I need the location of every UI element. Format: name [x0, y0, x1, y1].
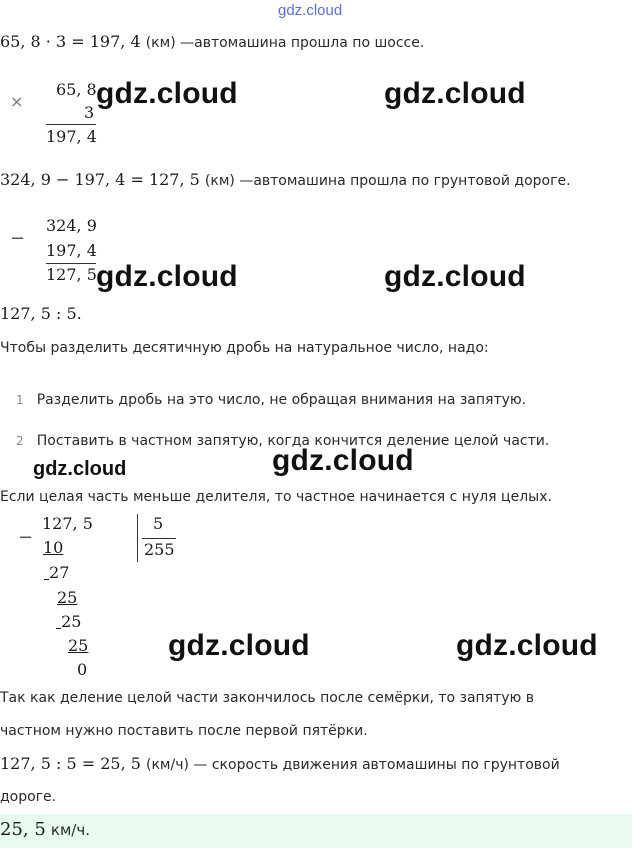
equation-math: 65, 8 · 3 = 197, 4: [0, 32, 141, 51]
step-subtract-1: 10: [43, 538, 64, 557]
equation-text: (км) —автомашина прошла по грунтовой дороге.: [204, 173, 571, 189]
step-subtract-2: 25: [57, 588, 78, 607]
watermark: gdz.cloud: [33, 458, 127, 480]
equation-math: 324, 9 − 197, 4 = 127, 5: [0, 170, 200, 189]
dividend: 127, 5: [42, 514, 93, 533]
explanation-line-1: Так как деление целой части закончилось после семёрки, то запятую в: [0, 690, 535, 706]
list-text: Поставить в частном запятую, когда кончится деление целой части.: [36, 433, 550, 449]
division-minus-sign: −: [18, 527, 34, 548]
note-text: Если целая часть меньше делителя, то частное начинается с нуля целых.: [0, 489, 552, 505]
watermark: gdz.cloud: [96, 77, 238, 110]
equation-text-cont: дороге.: [0, 789, 57, 805]
sub-result: 127, 5: [46, 265, 97, 284]
remainder: 0: [77, 660, 88, 679]
mult-result: 197, 4: [46, 127, 97, 146]
watermark: gdz.cloud: [272, 444, 414, 477]
step-minuend-2: 27: [49, 563, 70, 582]
division-expression: 127, 5 : 5.: [0, 304, 82, 323]
watermark: gdz.cloud: [168, 629, 310, 662]
equation-dirt-road: [0, 170, 571, 189]
answer-math: 25, 5: [0, 819, 46, 840]
answer-bar: [0, 814, 632, 848]
top-watermark: gdz.cloud: [278, 2, 343, 19]
mult-factor-b: 3: [84, 103, 95, 122]
watermark: gdz.cloud: [384, 77, 526, 110]
list-number: 2: [16, 434, 24, 448]
sub-rule: [46, 263, 96, 264]
quotient: 255: [144, 540, 175, 559]
quotient-rule: [142, 538, 176, 539]
sub-minuend: 324, 9: [46, 216, 97, 235]
mult-factor-a: 65, 8: [56, 80, 97, 99]
multiply-sign: ×: [10, 92, 24, 111]
list-number: 1: [16, 393, 24, 407]
equation-text: (км/ч) — скорость движения автомашины по грунтовой: [146, 757, 560, 773]
divisor: 5: [153, 514, 164, 533]
rule-intro: Чтобы разделить десятичную дробь на натуральное число, надо:: [0, 340, 489, 356]
list-text: Разделить дробь на это число, не обращая внимания на запятую.: [36, 392, 527, 408]
list-item: [16, 389, 526, 408]
equation-speed: [0, 754, 560, 773]
equation-math: 127, 5 : 5 = 25, 5: [0, 754, 141, 773]
division-bar: [137, 514, 138, 562]
step-subtract-3: 25: [68, 636, 89, 655]
explanation-line-2: частном нужно поставить после первой пятёрки.: [0, 723, 368, 739]
equation-highway: [0, 32, 424, 51]
equation-text: (км) —автомашина прошла по шоссе.: [145, 35, 425, 51]
watermark: gdz.cloud: [456, 629, 598, 662]
minus-sign: −: [10, 228, 26, 249]
watermark: gdz.cloud: [96, 260, 238, 293]
sub-subtrahend: 197, 4: [46, 241, 97, 260]
step-minuend-3: 25: [61, 612, 82, 631]
answer-unit: км/ч.: [50, 821, 90, 839]
answer: [0, 819, 90, 840]
watermark: gdz.cloud: [384, 260, 526, 293]
mult-rule: [46, 124, 96, 125]
